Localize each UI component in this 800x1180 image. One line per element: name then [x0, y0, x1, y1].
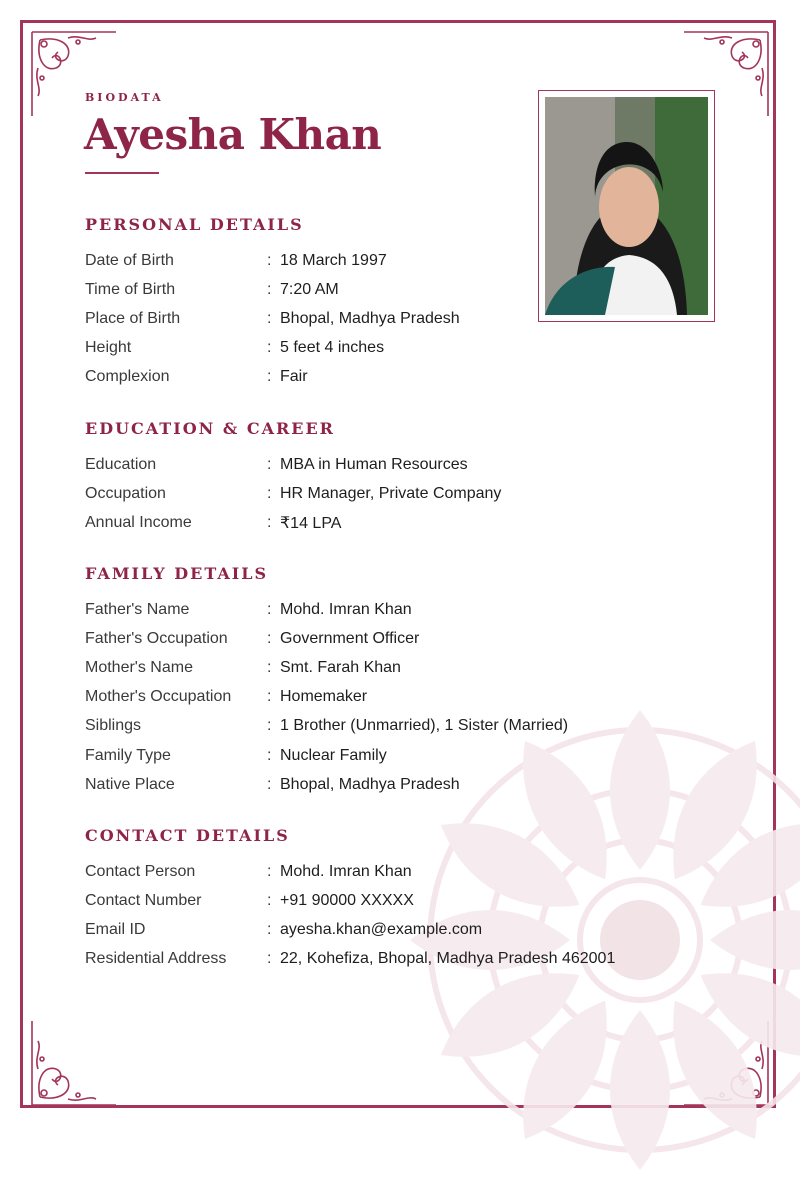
- detail-row: [85, 653, 568, 682]
- separator-colon: :: [267, 600, 272, 618]
- detail-value: ayesha.khan@example.com: [280, 920, 483, 938]
- section-title: PERSONAL DETAILS: [85, 215, 304, 234]
- detail-label: Contact Number: [85, 891, 202, 909]
- detail-label: Siblings: [85, 717, 142, 735]
- separator-colon: :: [267, 688, 272, 706]
- section-title: FAMILY DETAILS: [85, 564, 269, 583]
- detail-row: [85, 683, 568, 712]
- separator-colon: :: [267, 746, 272, 764]
- detail-value: 7:20 AM: [280, 280, 339, 298]
- separator-colon: :: [267, 717, 272, 735]
- detail-row: [85, 363, 460, 392]
- detail-value: Government Officer: [280, 629, 420, 647]
- detail-label: Family Type: [85, 746, 171, 764]
- separator-colon: :: [267, 339, 272, 357]
- section-contact-details: [85, 826, 615, 974]
- detail-row: [85, 479, 501, 508]
- detail-row: [85, 450, 501, 479]
- separator-colon: :: [267, 775, 272, 793]
- separator-colon: :: [267, 629, 272, 647]
- corner-ornament-icon: [28, 28, 120, 120]
- detail-row: [85, 770, 568, 799]
- separator-colon: :: [267, 309, 272, 327]
- detail-value: 1 Brother (Unmarried), 1 Sister (Married): [280, 717, 569, 735]
- detail-value: Nuclear Family: [280, 746, 387, 764]
- detail-value: 22, Kohefiza, Bhopal, Madhya Pradesh 462001: [280, 950, 616, 968]
- detail-value: Homemaker: [280, 688, 368, 706]
- detail-row: [85, 595, 568, 624]
- person-name: Ayesha Khan: [84, 110, 382, 159]
- separator-colon: :: [267, 484, 272, 502]
- section-personal-details: [85, 215, 460, 392]
- detail-label: Email ID: [85, 920, 146, 938]
- detail-label: Time of Birth: [85, 280, 176, 298]
- detail-row: [85, 886, 615, 915]
- detail-value: 18 March 1997: [280, 251, 387, 269]
- section-education-career: [85, 419, 501, 538]
- separator-colon: :: [267, 950, 272, 968]
- detail-label: Father's Name: [85, 600, 190, 618]
- detail-value: Fair: [280, 368, 308, 386]
- profile-photo: [545, 97, 708, 315]
- detail-value: ₹14 LPA: [280, 514, 342, 532]
- detail-row: [85, 945, 615, 974]
- detail-row: [85, 624, 568, 653]
- separator-colon: :: [267, 891, 272, 909]
- detail-row: [85, 857, 615, 886]
- separator-colon: :: [267, 251, 272, 269]
- separator-colon: :: [267, 455, 272, 473]
- detail-label: Date of Birth: [85, 251, 174, 269]
- detail-value: +91 90000 XXXXX: [280, 891, 414, 909]
- detail-label: Complexion: [85, 368, 170, 386]
- detail-label: Contact Person: [85, 862, 196, 880]
- detail-row: [85, 741, 568, 770]
- detail-value: Smt. Farah Khan: [280, 658, 401, 676]
- detail-label: Mother's Occupation: [85, 688, 232, 706]
- detail-label: Height: [85, 339, 132, 357]
- detail-value: Bhopal, Madhya Pradesh: [280, 775, 460, 793]
- separator-colon: :: [267, 862, 272, 880]
- detail-row: [85, 334, 460, 363]
- detail-value: MBA in Human Resources: [280, 455, 468, 473]
- document-kicker: BIODATA: [85, 91, 164, 104]
- section-title: EDUCATION & CAREER: [85, 419, 335, 438]
- detail-label: Native Place: [85, 775, 175, 793]
- detail-value: 5 feet 4 inches: [280, 339, 385, 357]
- profile-photo-frame: [538, 90, 715, 322]
- detail-row: [85, 275, 460, 304]
- detail-row: [85, 712, 568, 741]
- separator-colon: :: [267, 658, 272, 676]
- detail-row: [85, 246, 460, 275]
- detail-label: Residential Address: [85, 950, 227, 968]
- detail-value: Bhopal, Madhya Pradesh: [280, 309, 460, 327]
- detail-label: Education: [85, 455, 157, 473]
- detail-label: Occupation: [85, 484, 166, 502]
- separator-colon: :: [267, 368, 272, 386]
- detail-row: [85, 508, 501, 537]
- separator-colon: :: [267, 513, 272, 531]
- detail-value: HR Manager, Private Company: [280, 484, 502, 502]
- detail-label: Place of Birth: [85, 309, 181, 327]
- detail-row: [85, 304, 460, 333]
- name-underline: [85, 172, 159, 174]
- section-title: CONTACT DETAILS: [85, 826, 290, 845]
- detail-value: Mohd. Imran Khan: [280, 600, 412, 618]
- section-family-details: [85, 564, 568, 799]
- detail-label: Father's Occupation: [85, 629, 228, 647]
- separator-colon: :: [267, 920, 272, 938]
- detail-value: Mohd. Imran Khan: [280, 862, 412, 880]
- detail-row: [85, 915, 615, 944]
- detail-label: Mother's Name: [85, 658, 193, 676]
- separator-colon: :: [267, 280, 272, 298]
- corner-ornament-icon: [28, 1017, 120, 1109]
- detail-label: Annual Income: [85, 513, 192, 531]
